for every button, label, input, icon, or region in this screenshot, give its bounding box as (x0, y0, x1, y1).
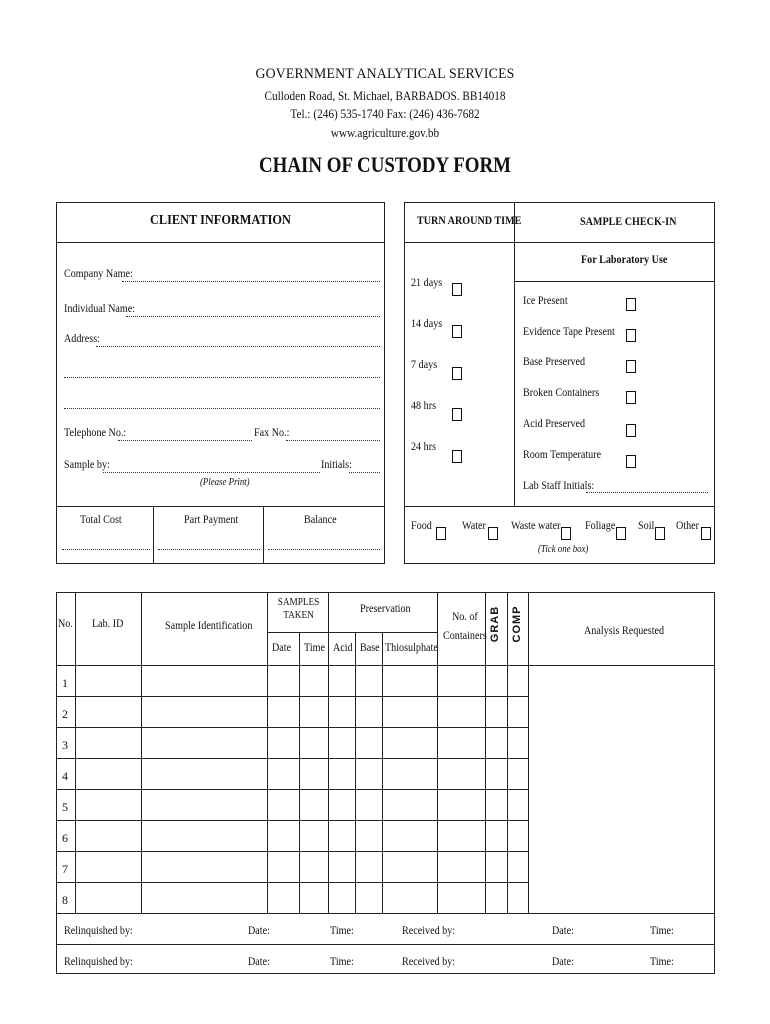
address-field-1[interactable] (96, 346, 380, 347)
received-time-label: Time: (650, 956, 674, 968)
table-row: 8 (62, 893, 68, 907)
organization-phone: Tel.: (246) 535-1740 Fax: (246) 436-7682 (290, 107, 480, 121)
turnaround-option-label: 24 hrs (411, 441, 437, 453)
turnaround-heading: TURN AROUND TIME (417, 215, 522, 227)
part-payment-field[interactable] (158, 549, 260, 550)
sample-type-label: Food (411, 520, 432, 532)
organization-address: Culloden Road, St. Michael, BARBADOS. BB14018 (264, 89, 506, 103)
telephone-label: Telephone No.: (64, 427, 127, 439)
sample-by-field[interactable] (103, 472, 320, 473)
turnaround-24-hrs-checkbox[interactable] (452, 450, 462, 463)
table-row: 1 (62, 676, 68, 690)
checkin-item-label: Evidence Tape Present (523, 326, 615, 338)
other-checkbox[interactable] (701, 527, 711, 540)
address-field-3[interactable] (64, 408, 380, 409)
received-by-label: Received by: (402, 925, 456, 937)
fax-label: Fax No.: (254, 427, 290, 439)
sample-type-label: Other (676, 520, 700, 532)
turnaround-option-label: 14 days (411, 318, 443, 330)
please-print-note: (Please Print) (200, 477, 250, 488)
relinquished-time-label: Time: (330, 956, 354, 968)
foliage-checkbox[interactable] (616, 527, 626, 540)
company-name-field[interactable] (122, 281, 380, 282)
balance-field[interactable] (268, 549, 380, 550)
acid-preserved-checkbox[interactable] (626, 424, 636, 437)
food-checkbox[interactable] (436, 527, 446, 540)
lab-staff-initials-field[interactable] (586, 492, 708, 493)
turnaround-option-label: 21 days (411, 277, 443, 289)
column-analysis-requested: Analysis Requested (584, 625, 665, 637)
column-comp: COMP (511, 605, 523, 643)
table-row: 4 (62, 769, 68, 783)
turnaround-option-label: 7 days (411, 359, 438, 371)
column-thiosulphate: Thiosulphate (385, 642, 438, 654)
column-date: Date (272, 642, 292, 654)
telephone-field[interactable] (118, 440, 252, 441)
column-acid: Acid (333, 642, 353, 654)
base-preserved-checkbox[interactable] (626, 360, 636, 373)
checkin-item-label: Ice Present (523, 295, 568, 307)
relinquished-by-label: Relinquished by: (64, 956, 133, 968)
turnaround-checkin-section (404, 202, 715, 564)
column-samples-taken: SAMPLES TAKEN (277, 597, 320, 621)
sample-checkin-heading: SAMPLE CHECK-IN (580, 216, 677, 228)
table-row: 5 (62, 800, 68, 814)
table-row: 2 (62, 707, 68, 721)
column-preservation: Preservation (360, 603, 411, 615)
broken-containers-checkbox[interactable] (626, 391, 636, 404)
room-temperature-checkbox[interactable] (626, 455, 636, 468)
turnaround-14-days-checkbox[interactable] (452, 325, 462, 338)
address-field-2[interactable] (64, 377, 380, 378)
individual-name-field[interactable] (126, 316, 380, 317)
waste-water-checkbox[interactable] (561, 527, 571, 540)
balance-label: Balance (304, 514, 337, 526)
individual-name-label: Individual Name: (64, 303, 136, 315)
total-cost-field[interactable] (62, 549, 150, 550)
received-time-label: Time: (650, 925, 674, 937)
checkin-item-label: Broken Containers (523, 387, 600, 399)
relinquished-date-label: Date: (248, 956, 270, 968)
water-checkbox[interactable] (488, 527, 498, 540)
address-label: Address: (64, 333, 100, 345)
ice-present-checkbox[interactable] (626, 298, 636, 311)
received-date-label: Date: (552, 925, 574, 937)
received-by-label: Received by: (402, 956, 456, 968)
soil-checkbox[interactable] (655, 527, 665, 540)
relinquished-date-label: Date: (248, 925, 270, 937)
sample-type-label: Foliage (585, 520, 616, 532)
sample-type-label: Soil (638, 520, 655, 532)
sample-type-label: Water (462, 520, 486, 532)
total-cost-label: Total Cost (80, 514, 122, 526)
column-lab-id: Lab. ID (92, 618, 124, 630)
organization-name: GOVERNMENT ANALYTICAL SERVICES (255, 66, 515, 82)
tick-one-box-note: (Tick one box) (538, 544, 589, 555)
turnaround-option-label: 48 hrs (411, 400, 437, 412)
turnaround-48-hrs-checkbox[interactable] (452, 408, 462, 421)
part-payment-label: Part Payment (184, 514, 239, 526)
column-no: No. (58, 618, 73, 630)
initials-field[interactable] (349, 472, 380, 473)
client-information-section (56, 202, 385, 564)
received-date-label: Date: (552, 956, 574, 968)
column-grab: GRAB (489, 605, 501, 643)
relinquished-by-label: Relinquished by: (64, 925, 133, 937)
sample-type-label: Waste water (511, 520, 561, 532)
table-row: 6 (62, 831, 68, 845)
company-name-label: Company Name: (64, 268, 133, 280)
lab-staff-initials-label: Lab Staff Initials: (523, 480, 595, 492)
lab-use-subheading: For Laboratory Use (581, 254, 668, 266)
organization-website: www.agriculture.gov.bb (330, 126, 440, 140)
client-information-heading: CLIENT INFORMATION (150, 213, 291, 228)
relinquished-time-label: Time: (330, 925, 354, 937)
checkin-item-label: Room Temperature (523, 449, 602, 461)
sample-by-label: Sample by: (64, 459, 110, 471)
column-sample-identification: Sample Identification (165, 620, 253, 632)
column-time: Time (304, 642, 326, 654)
turnaround-7-days-checkbox[interactable] (452, 367, 462, 380)
column-no-of-containers: No. of Containers (442, 611, 487, 642)
evidence-tape-checkbox[interactable] (626, 329, 636, 342)
initials-label: Initials: (321, 459, 352, 471)
checkin-item-label: Base Preserved (523, 356, 586, 368)
table-row: 3 (62, 738, 68, 752)
fax-field[interactable] (286, 440, 380, 441)
table-row: 7 (62, 862, 68, 876)
turnaround-21-days-checkbox[interactable] (452, 283, 462, 296)
column-base: Base (360, 642, 380, 654)
checkin-item-label: Acid Preserved (523, 418, 586, 430)
form-title: CHAIN OF CUSTODY FORM (258, 152, 512, 177)
